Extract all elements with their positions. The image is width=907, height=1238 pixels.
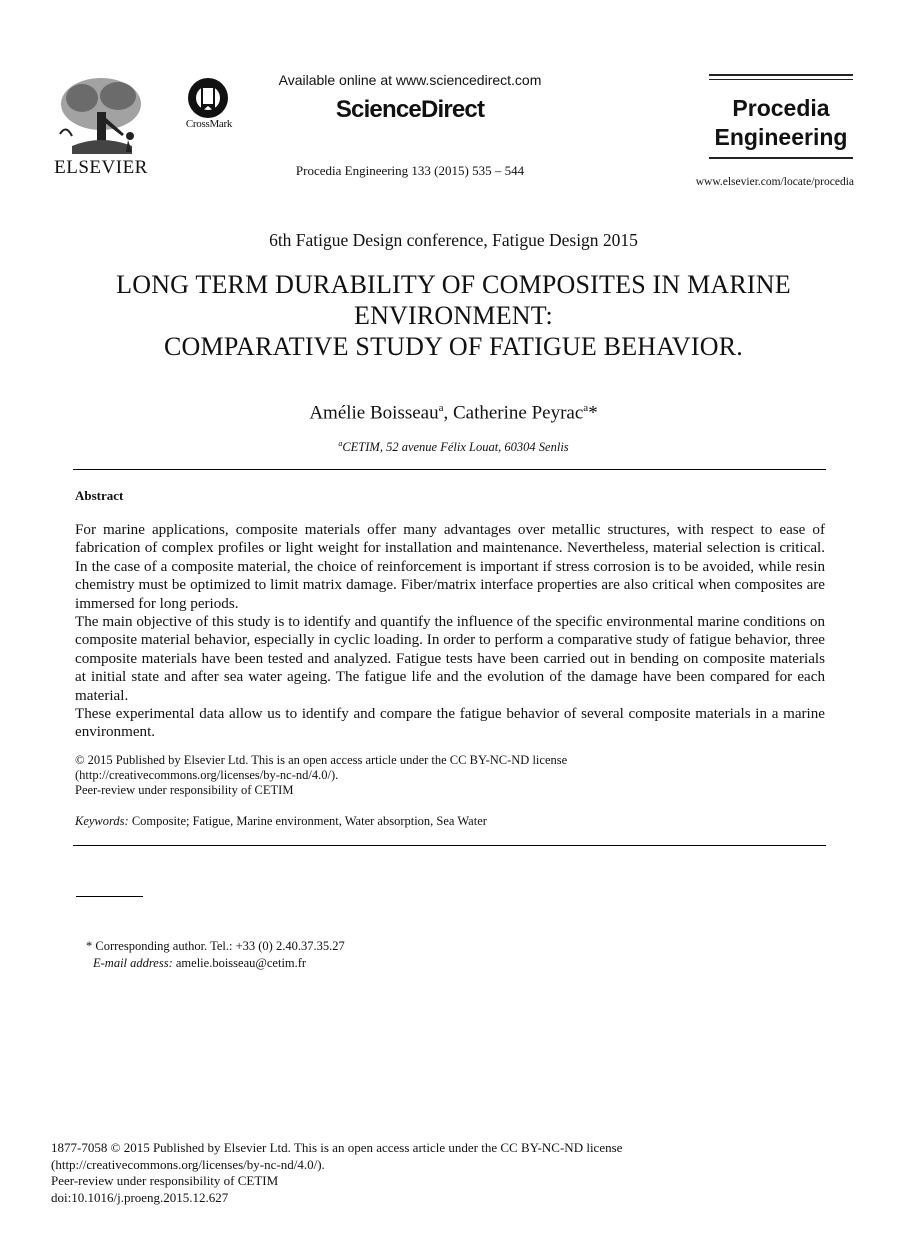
abstract-paragraph: For marine applications, composite materials offer many advantages over metallic structures, with respect to ease of fabrication of complex profiles or light weight for installation and maintenance. Nevertheless, material selection is critical. In the case of a composite material, the choice of reinforcement is important if stress corrosion is to be avoided, while resin chemistry must be optimized to limit matrix damage. Fiber/matrix interface properties are also critical when composites are immersed for long periods. [75,522,825,612]
peer-review-line: Peer-review under responsibility of CETIM [51,1173,279,1188]
title-line2: ENVIRONMENT: [354,301,553,330]
author-name: Amélie Boisseau [309,402,439,424]
title-line1: LONG TERM DURABILITY OF COMPOSITES IN MARINE [116,270,791,299]
journal-box-rule-bottom [709,157,853,159]
keywords [75,814,825,829]
elsevier-tree-logo-icon [52,74,150,156]
affiliation-mark: a [338,439,343,448]
license-line: © 2015 Published by Elsevier Ltd. This is an open access article under the CC BY-NC-ND license [75,753,568,767]
paper-title [60,269,847,362]
title-line3: COMPARATIVE STUDY OF FATIGUE BEHAVIOR. [164,332,743,361]
author-separator: , [443,402,453,424]
journal-citation: Procedia Engineering 133 (2015) 535 – 544 [295,163,525,178]
keywords-label: Keywords: [75,814,129,828]
journal-name-line2: Engineering [714,124,848,150]
corresponding-author-note: * Corresponding author. Tel.: +33 (0) 2.40.37.35.27 [86,939,345,953]
license-link[interactable]: (http://creativecommons.org/licenses/by-nc-nd/4.0/). [75,768,339,782]
keywords-text: Composite; Fatigue, Marine environment, Water absorption, Sea Water [128,814,487,828]
email-label: E-mail address: [93,956,173,970]
doi-link[interactable]: doi:10.1016/j.proeng.2015.12.627 [51,1189,229,1205]
conference-name: 6th Fatigue Design conference, Fatigue Design 2015 [269,230,638,250]
section-divider-top [73,469,826,470]
abstract-paragraph: These experimental data allow us to identify and compare the fatigue behavior of several composite materials in a marine environment. [75,706,825,741]
author-name: Catherine Peyrac [452,402,584,424]
crossmark-icon[interactable] [186,76,230,120]
journal-box-rule-top [709,74,853,76]
crossmark-label: CrossMark [185,118,233,130]
abstract-paragraph: The main objective of this study is to identify and quantify the influence of the specific environmental marine conditions on composite material behavior, especially in cyclic loading. In order to perform a comparative study of fatigue behavior, three composite materials have been tested and analyzed. Fatigue tests have been carried out in bending on composite materials at initial state and after sea water ageing. The fatigue life and the evolution of the damage have been compared for each material. [75,614,825,704]
footnote [86,938,686,972]
issn-copyright-line: 1877-7058 © 2015 Published by Elsevier Ltd. This is an open access article under the CC BY-NC-ND license [51,1140,623,1155]
affiliation-text: CETIM, 52 avenue Félix Louat, 60304 Senlis [342,440,569,455]
license-notice [75,753,825,798]
author-affiliation-mark: a [438,402,444,414]
journal-url-link[interactable]: www.elsevier.com/locate/procedia [695,176,854,188]
email-line [86,955,686,972]
corresponding-author-mark: * [588,402,598,424]
available-online-text[interactable]: Available online at www.sciencedirect.com [278,72,542,88]
author-affiliation-mark: a [583,402,589,414]
footnote-rule [76,896,143,897]
author-list [0,402,907,424]
elsevier-wordmark: ELSEVIER [54,157,148,178]
journal-box-rule-top-thin [709,79,853,80]
bottom-copyright [51,1140,851,1206]
peer-review-line: Peer-review under responsibility of CETIM [75,783,294,797]
abstract-heading: Abstract [75,488,124,503]
license-link[interactable]: (http://creativecommons.org/licenses/by-nc-nd/4.0/). [51,1156,325,1172]
affiliation [0,439,907,455]
abstract-body [75,521,825,742]
journal-name [709,94,853,152]
email-address[interactable]: amelie.boisseau@cetim.fr [172,956,307,970]
section-divider-bottom [73,845,826,846]
sciencedirect-logo: ScienceDirect [335,96,485,123]
journal-name-line1: Procedia [732,95,830,121]
